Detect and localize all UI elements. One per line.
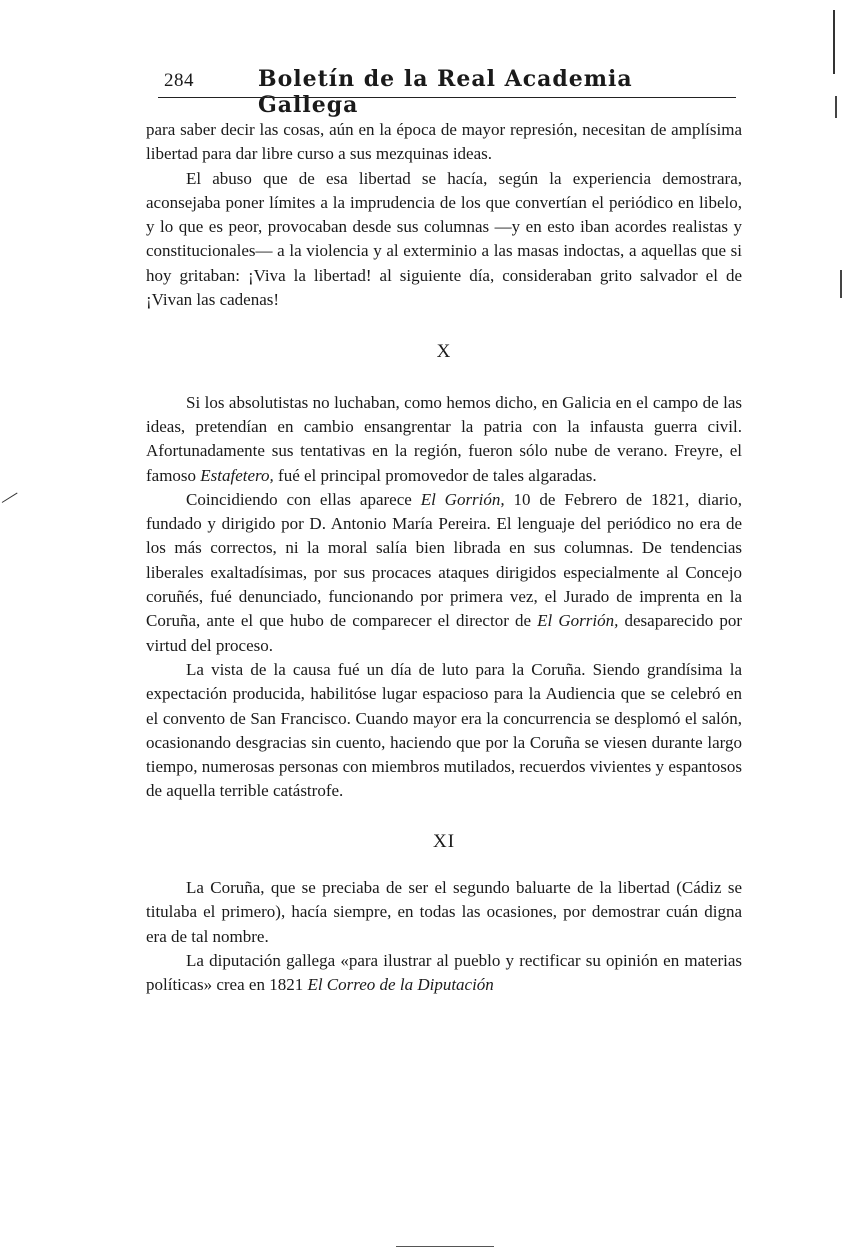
paragraph-2: El abuso que de esa libertad se hacía, según la experiencia demostrara, aconsejaba poner límites a la imprudencia de los que convertían el periódico en libelo, y lo que es peor, provocaban desde sus columnas —y en esto iban acordes realistas y constitucionales— a la violencia y al exterminio a las masas indoctas, a aquellas que si hoy gritaban: ¡Viva la libertad! al siguiente día, consideraban grito salvador el de ¡Vivan las cadenas! bbox=[146, 168, 742, 310]
paragraph-1: para saber decir las cosas, aún en la época de mayor represión, necesitan de amplísima libertad para dar libre curso a sus mezquinas ideas. bbox=[146, 120, 742, 164]
paragraph-7-italic-title: El Correo de la Diputación bbox=[307, 975, 494, 995]
paragraph-4-italic-title-2: El Gorrión, bbox=[537, 611, 619, 631]
page-number: 284 bbox=[164, 70, 194, 91]
header-rule bbox=[158, 97, 736, 98]
section-heading-xi: XI bbox=[432, 830, 456, 852]
paragraph-6: La Coruña, que se preciaba de ser el segundo baluarte de la libertad (Cádiz se titulaba el primero), hacía siempre, en todas las ocasiones, por demostrar cuán digna era de tal nombre. bbox=[146, 878, 742, 946]
paragraph-4-text-c: desaparecido por virtud del proceso. bbox=[146, 611, 742, 655]
page-header bbox=[158, 66, 736, 118]
paragraph-5: La vista de la causa fué un día de luto para la Coruña. Siendo grandísima la expectación producida, habilitóse lugar espacioso para la Audiencia que se celebró en el convento de San Francisco. Cuando mayor era la concurrencia se desplomó el salón, ocasionando desgracias sin cuento, haciendo que por la Coruña se viesen durante largo tiempo, numerosas personas con miembros mutilados, recuerdos vivientes y espantosos de aquella terrible catástrofe. bbox=[146, 659, 742, 801]
margin-scan-rule bbox=[833, 10, 835, 74]
paragraph-4-text-a: Coincidiendo con ellas aparece bbox=[186, 489, 421, 509]
paragraph-3-italic-title: Estafetero, bbox=[200, 465, 274, 485]
margin-tick-2 bbox=[840, 270, 842, 298]
paragraph-4 bbox=[146, 488, 742, 658]
paragraph-7-text-a: La diputación gallega «para ilustrar al pueblo y rectificar su opinión en materias políticas» crea en 1821 bbox=[146, 950, 742, 995]
paragraph-3-text-b: fué el principal promovedor de tales algaradas. bbox=[273, 465, 597, 485]
journal-title: Boletín de la Real Academia Gallega bbox=[258, 66, 633, 118]
paragraph-4-text-b: 10 de Febrero de 1821, diario, fundado y dirigido por D. Antonio María Pereira. El lenguaje del periódico no era de los más correctos, ni la moral salía bien librada en sus columnas. De tendencias liberales exaltadísimas, por sus procaces ataques dirigidos especialmente al Concejo coruñés, fué denunciado, funcionando por primera vez, el Jurado de imprenta en la Coruña, ante el que hubo de comparecer el director de bbox=[146, 489, 743, 631]
bottom-rule bbox=[396, 1246, 494, 1247]
paragraph-7 bbox=[146, 949, 742, 998]
margin-tick-1 bbox=[835, 96, 837, 118]
paragraph-3 bbox=[146, 391, 742, 488]
paragraph-3-text-a: Si los absolutistas no luchaban, como hemos dicho, en Galicia en el campo de las ideas, pretendían en cambio ensangrentar la patria con la infausta guerra civil. Afortunadamente sus tentativas en la región, fueron sólo nube de verano. Freyre, el famoso bbox=[146, 392, 742, 485]
body-text bbox=[146, 118, 742, 998]
paragraph-4-italic-title-1: El Gorrión, bbox=[420, 489, 505, 509]
section-heading-x: X bbox=[436, 341, 452, 363]
margin-pen-stroke bbox=[2, 493, 18, 503]
